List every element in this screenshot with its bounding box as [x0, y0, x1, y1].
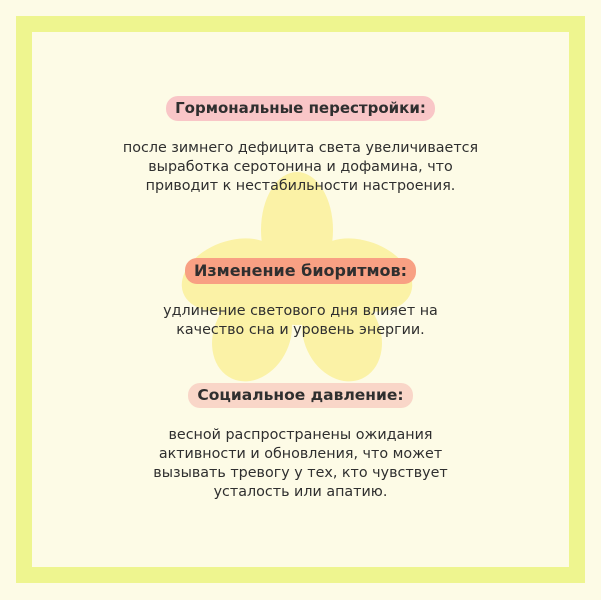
section-heading: Социальное давление:: [188, 383, 412, 408]
section-text: после зимнего дефицита света увеличивается выработка серотонина и дофамина, что приводит к нестабильности настроения.: [122, 140, 479, 194]
section-biorhythms: [0, 258, 601, 340]
section-social: [0, 383, 601, 502]
section-heading: Изменение биоритмов:: [185, 258, 416, 284]
section-text: весной распространены ожидания активности и обновления, что может вызывать тревогу у тех, кто чувствует усталость или апатию.: [153, 427, 448, 500]
section-heading: Гормональные перестройки:: [166, 96, 435, 121]
section-text: удлинение светового дня влияет на качество сна и уровень энергии.: [163, 303, 438, 338]
section-hormonal: [0, 96, 601, 196]
